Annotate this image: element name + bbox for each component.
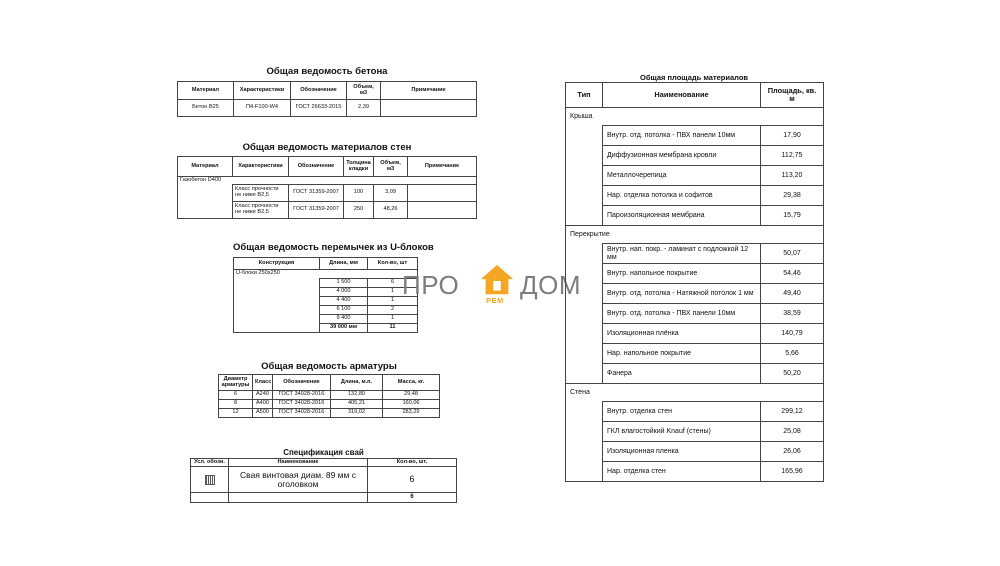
concrete-header: Материал [178, 82, 234, 100]
walls-cell: Класс прочности не ниже B2,5 [233, 202, 289, 219]
walls-cell: Класс прочности не ниже B2,5 [233, 185, 289, 202]
logo-text-left: ПРО [402, 270, 460, 300]
area-value: 29,38 [761, 186, 824, 206]
section-spacer [566, 402, 603, 482]
walls-cell: 48,26 [374, 202, 408, 219]
table-row [566, 324, 824, 344]
rebar-cell: ГОСТ 34028-2016 [273, 409, 331, 418]
rebar-cell: А500 [253, 409, 273, 418]
area-value: 25,08 [761, 422, 824, 442]
rebar-cell: 283,29 [383, 409, 440, 418]
lintels-title: Общая ведомость перемычек из U-блоков [233, 242, 434, 253]
piles-header: Кол-во, шт. [368, 459, 457, 467]
concrete-table [177, 81, 477, 117]
areas-table [565, 82, 824, 482]
section-roof: Крыша [566, 108, 824, 126]
table-row [566, 284, 824, 304]
table-row [566, 344, 824, 364]
lintels-group-spacer [234, 279, 320, 333]
pile-symbol-icon [205, 475, 215, 485]
piles-total: 6 [368, 493, 457, 503]
lintels-table [233, 257, 418, 333]
logo-subtext: РЕМ [486, 296, 504, 305]
area-value: 54,46 [761, 264, 824, 284]
walls-cell [408, 185, 477, 202]
lintels-header: Конструкция [234, 258, 320, 270]
walls-cell: 250 [344, 202, 374, 219]
area-value: 26,06 [761, 442, 824, 462]
concrete-header: Объем, м3 [347, 82, 381, 100]
area-item: ГКЛ влагостойкий Knauf (стены) [603, 422, 761, 442]
table-row [566, 462, 824, 482]
rebar-cell: 8 [219, 400, 253, 409]
rebar-cell: 405,21 [331, 400, 383, 409]
table-row [219, 409, 440, 418]
rebar-title: Общая ведомость арматуры [261, 361, 397, 372]
piles-header: Наименование [229, 459, 368, 467]
pile-symbol-cell [191, 467, 229, 493]
area-value: 49,40 [761, 284, 824, 304]
rebar-header: Обозначение [273, 375, 331, 391]
table-row [566, 206, 824, 226]
walls-cell: ГОСТ 31359-2007 [289, 202, 344, 219]
concrete-header: Характеристики [234, 82, 291, 100]
section-spacer [566, 244, 603, 384]
walls-table [177, 156, 477, 219]
areas-header: Наименование [603, 83, 761, 108]
table-row [234, 279, 418, 288]
area-item: Внутр. нап. покр. - ламинат с подложкой 12 мм [603, 244, 761, 264]
table-row [178, 185, 477, 202]
area-item: Нар. отделка стен [603, 462, 761, 482]
walls-header: Характеристики [233, 157, 289, 177]
areas-header: Тип [566, 83, 603, 108]
walls-header: Обозначение [289, 157, 344, 177]
lintels-cell: 6 100 [320, 306, 368, 315]
concrete-header: Обозначение [291, 82, 347, 100]
table-row [566, 166, 824, 186]
walls-header: Примечание [408, 157, 477, 177]
table-row [178, 100, 477, 117]
table-row [566, 402, 824, 422]
area-value: 165,96 [761, 462, 824, 482]
walls-group-spacer [178, 185, 233, 219]
rebar-cell: А400 [253, 400, 273, 409]
area-value: 113,20 [761, 166, 824, 186]
concrete-cell: 2,39 [347, 100, 381, 117]
area-value: 50,20 [761, 364, 824, 384]
table-row [566, 186, 824, 206]
piles-title: Спецификация свай [283, 448, 364, 457]
area-item: Внутр. отд. потолка - ПВХ панели 10мм [603, 126, 761, 146]
walls-header: Толщина кладки [344, 157, 374, 177]
rebar-cell: 132,80 [331, 391, 383, 400]
rebar-cell: А240 [253, 391, 273, 400]
concrete-cell: Бетон В25 [178, 100, 234, 117]
areas-title: Общая площадь материалов [639, 73, 749, 82]
rebar-table [218, 374, 440, 418]
piles-table [190, 458, 457, 503]
lintels-header: Длина, мм [320, 258, 368, 270]
rebar-header: Диаметр арматуры [219, 375, 253, 391]
table-row [219, 400, 440, 409]
area-value: 50,07 [761, 244, 824, 264]
area-item: Металлочерепица [603, 166, 761, 186]
lintels-total: 11 [368, 324, 418, 333]
area-item: Фанера [603, 364, 761, 384]
area-item: Внутр. отделка стен [603, 402, 761, 422]
table-row [191, 467, 457, 493]
table-row [191, 493, 457, 503]
walls-cell: 3,09 [374, 185, 408, 202]
table-row [566, 126, 824, 146]
concrete-cell: ГОСТ 26633-2015 [291, 100, 347, 117]
area-item: Нар. напольное покрытие [603, 344, 761, 364]
lintels-cell: 9 400 [320, 315, 368, 324]
table-row [566, 422, 824, 442]
area-value: 15,79 [761, 206, 824, 226]
table-row [566, 364, 824, 384]
piles-empty [229, 493, 368, 503]
table-row [566, 244, 824, 264]
rebar-cell: ГОСТ 34028-2016 [273, 400, 331, 409]
walls-title: Общая ведомость материалов стен [242, 142, 412, 153]
logo-text-right: ДОМ [520, 270, 581, 300]
lintels-cell: 1 [368, 315, 418, 324]
rebar-header: Масса, кг. [383, 375, 440, 391]
area-item: Диффузионная мембрана кровли [603, 146, 761, 166]
lintels-cell: 1 [368, 288, 418, 297]
lintels-total: 39 000 мм [320, 324, 368, 333]
lintels-header: Кол-во, шт [368, 258, 418, 270]
piles-cell: 6 [368, 467, 457, 493]
walls-cell: 100 [344, 185, 374, 202]
area-item: Внутр. напольное покрытие [603, 264, 761, 284]
walls-cell [408, 202, 477, 219]
rebar-cell: ГОСТ 34028-2016 [273, 391, 331, 400]
area-value: 5,66 [761, 344, 824, 364]
section-wall: Стена [566, 384, 824, 402]
concrete-header: Примечание [381, 82, 477, 100]
lintels-cell: 4 000 [320, 288, 368, 297]
table-row [566, 304, 824, 324]
lintels-cell: 1 [368, 297, 418, 306]
area-item: Внутр. отд. потолка - ПВХ панели 10мм [603, 304, 761, 324]
table-row [566, 264, 824, 284]
area-item: Пароизоляционная мембрана [603, 206, 761, 226]
section-floor: Перекрытие [566, 226, 824, 244]
table-row [219, 391, 440, 400]
lintels-cell: 2 [368, 306, 418, 315]
area-value: 112,75 [761, 146, 824, 166]
area-value: 140,79 [761, 324, 824, 344]
piles-cell: Свая винтовая диам. 89 мм с оголовком [229, 467, 368, 493]
walls-header: Материал [178, 157, 233, 177]
rebar-cell: 160,06 [383, 400, 440, 409]
walls-header: Объем, м3 [374, 157, 408, 177]
table-row [566, 146, 824, 166]
lintels-group: U-блоки 250x250 [234, 270, 418, 279]
rebar-header: Класс [253, 375, 273, 391]
concrete-cell [381, 100, 477, 117]
walls-group: Газобетон D400 [178, 177, 477, 185]
piles-empty [191, 493, 229, 503]
area-value: 299,12 [761, 402, 824, 422]
rebar-header: Длина, м.п. [331, 375, 383, 391]
area-item: Изоляционная пленка [603, 442, 761, 462]
concrete-cell: П4-F100-W4 [234, 100, 291, 117]
area-value: 38,59 [761, 304, 824, 324]
concrete-title: Общая ведомость бетона [266, 66, 388, 77]
area-item: Нар. отделка потолка и софитов [603, 186, 761, 206]
lintels-cell: 1 500 [320, 279, 368, 288]
lintels-cell: 4 400 [320, 297, 368, 306]
area-item: Внутр. отд. потолка - Натяжной потолок 1 мм [603, 284, 761, 304]
rebar-cell: 319,02 [331, 409, 383, 418]
piles-header: Усл. обозн. [191, 459, 229, 467]
walls-cell: ГОСТ 31359-2007 [289, 185, 344, 202]
rebar-cell: 29,48 [383, 391, 440, 400]
lintels-cell: 6 [368, 279, 418, 288]
rebar-cell: 6 [219, 391, 253, 400]
house-icon [478, 262, 516, 300]
rebar-cell: 12 [219, 409, 253, 418]
area-value: 17,90 [761, 126, 824, 146]
section-spacer [566, 126, 603, 226]
area-item: Изоляционная плёнка [603, 324, 761, 344]
areas-header: Площадь, кв. м [761, 83, 824, 108]
table-row [566, 442, 824, 462]
